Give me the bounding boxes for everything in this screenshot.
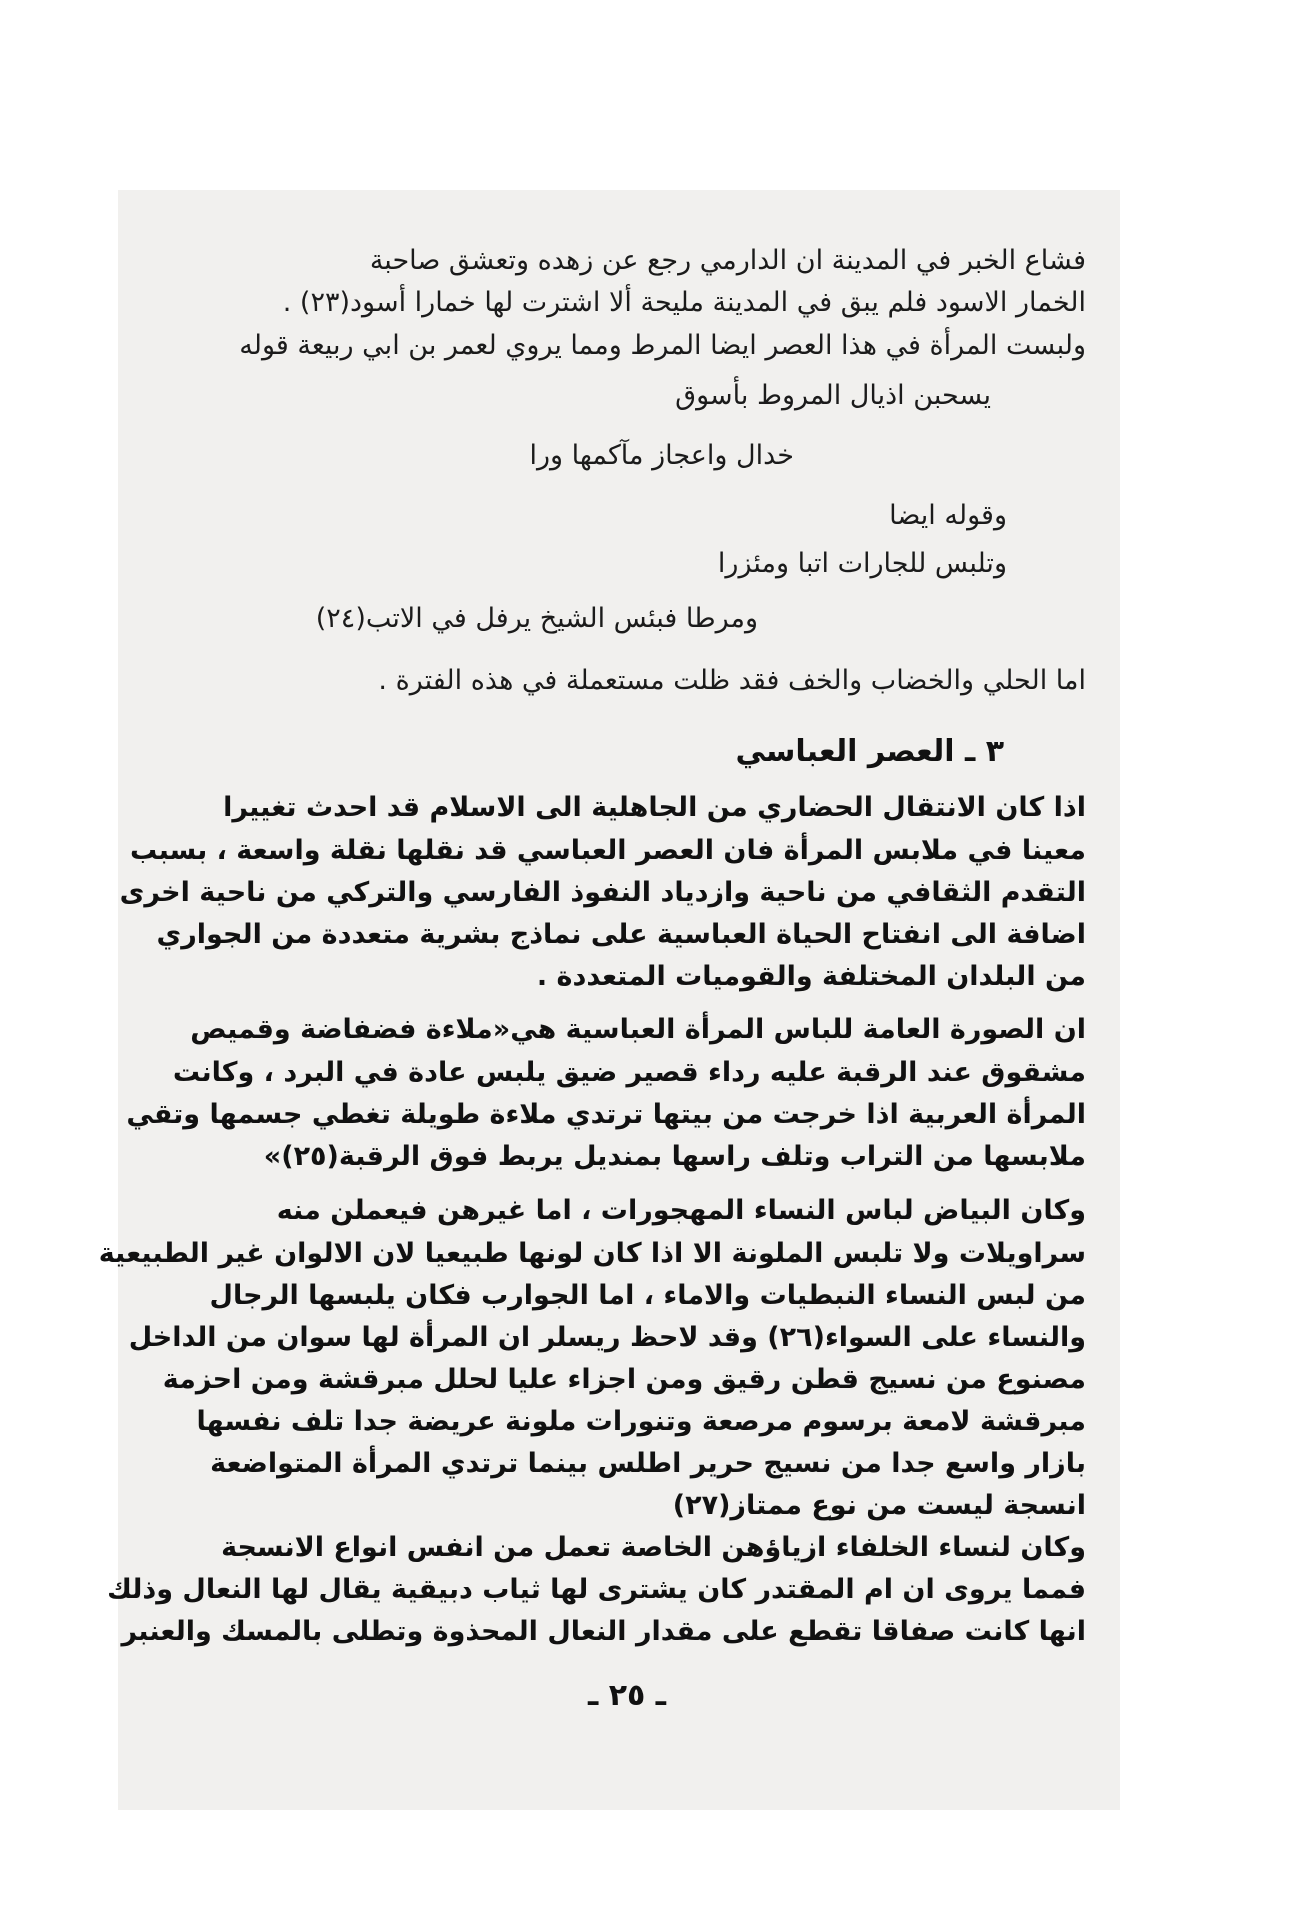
- section-heading: ٣ ـ العصر العباسي: [735, 734, 1004, 769]
- text-line: فمما يروى ان ام المقتدر كان يشترى لها ثياب دبيقية يقال لها النعال وذلك: [107, 1574, 1086, 1605]
- text-line: فشاع الخبر في المدينة ان الدارمي رجع عن زهده وتعشق صاحبة: [369, 245, 1086, 276]
- page-number: ـ ٢٥ ـ: [588, 1678, 667, 1713]
- text-line: وكان البياض لباس النساء المهجورات ، اما غيرهن فيعملن منه: [276, 1195, 1086, 1226]
- text-line: الخمار الاسود فلم يبق في المدينة مليحة ألا اشترت لها خمارا أسود(٢٣) .: [282, 287, 1086, 318]
- text-line: انسجة ليست من نوع ممتاز(٢٧): [672, 1490, 1086, 1521]
- scanned-page: [98, 190, 1120, 1810]
- poem-intro: وقوله ايضا: [889, 500, 1007, 531]
- text-line: من البلدان المختلفة والقوميات المتعددة .: [536, 961, 1086, 992]
- text-line: سراويلات ولا تلبس الملونة الا اذا كان لونها طبيعيا لان الالوان غير الطبيعية: [98, 1238, 1086, 1269]
- poem-verse-4: ومرطا فبئس الشيخ يرفل في الاتب(٢٤): [315, 603, 758, 634]
- text-line: بازار واسع جدا من نسيج حرير اطلس بينما ترتدي المرأة المتواضعة: [210, 1448, 1086, 1479]
- text-line: اما الحلي والخضاب والخف فقد ظلت مستعملة في هذه الفترة .: [378, 665, 1086, 696]
- text-line: معينا في ملابس المرأة فان العصر العباسي قد نقلها نقلة واسعة ، بسبب: [130, 835, 1086, 866]
- text-line: مشقوق عند الرقبة عليه رداء قصير ضيق يلبس عادة في البرد ، وكانت: [172, 1057, 1086, 1088]
- text-line: اضافة الى انفتاح الحياة العباسية على نماذج بشرية متعددة من الجواري: [156, 919, 1086, 950]
- text-line: ولبست المرأة في هذا العصر ايضا المرط ومما يروي لعمر بن ابي ربيعة قوله: [239, 330, 1086, 361]
- text-line: ان الصورة العامة للباس المرأة العباسية هي«ملاءة فضفاضة وقميص: [190, 1014, 1086, 1045]
- text-line: التقدم الثقافي من ناحية وازدياد النفوذ الفارسي والتركي من ناحية اخرى: [119, 877, 1086, 908]
- text-line: مصنوع من نسيج قطن رقيق ومن اجزاء عليا لحلل مبرقشة ومن احزمة: [162, 1364, 1086, 1395]
- text-line: وكان لنساء الخلفاء ازياؤهن الخاصة تعمل من انفس انواع الانسجة: [221, 1532, 1086, 1563]
- text-line: ملابسها من التراب وتلف راسها بمنديل يربط فوق الرقبة(٢٥)»: [263, 1141, 1086, 1172]
- poem-verse-1: يسحبن اذيال المروط بأسوق: [675, 380, 991, 411]
- poem-verse-3: وتلبس للجارات اتبا ومئزرا: [717, 548, 1007, 579]
- text-line: انها كانت صفاقا تقطع على مقدار النعال المحذوة وتطلى بالمسك والعنبر: [121, 1616, 1086, 1647]
- text-line: المرأة العربية اذا خرجت من بيتها ترتدي ملاءة طويلة تغطي جسمها وتقي: [126, 1099, 1086, 1130]
- text-line: والنساء على السواء(٢٦) وقد لاحظ ريسلر ان المرأة لها سوان من الداخل: [128, 1322, 1086, 1353]
- poem-verse-2: خدال واعجاز مآكمها ورا: [529, 440, 794, 471]
- text-line: اذا كان الانتقال الحضاري من الجاهلية الى الاسلام قد احدث تغييرا: [223, 792, 1086, 823]
- text-line: من لبس النساء النبطيات والاماء ، اما الجوارب فكان يلبسها الرجال: [209, 1280, 1086, 1311]
- text-line: مبرقشة لامعة برسوم مرصعة وتنورات ملونة عريضة جدا تلف نفسها: [196, 1406, 1086, 1437]
